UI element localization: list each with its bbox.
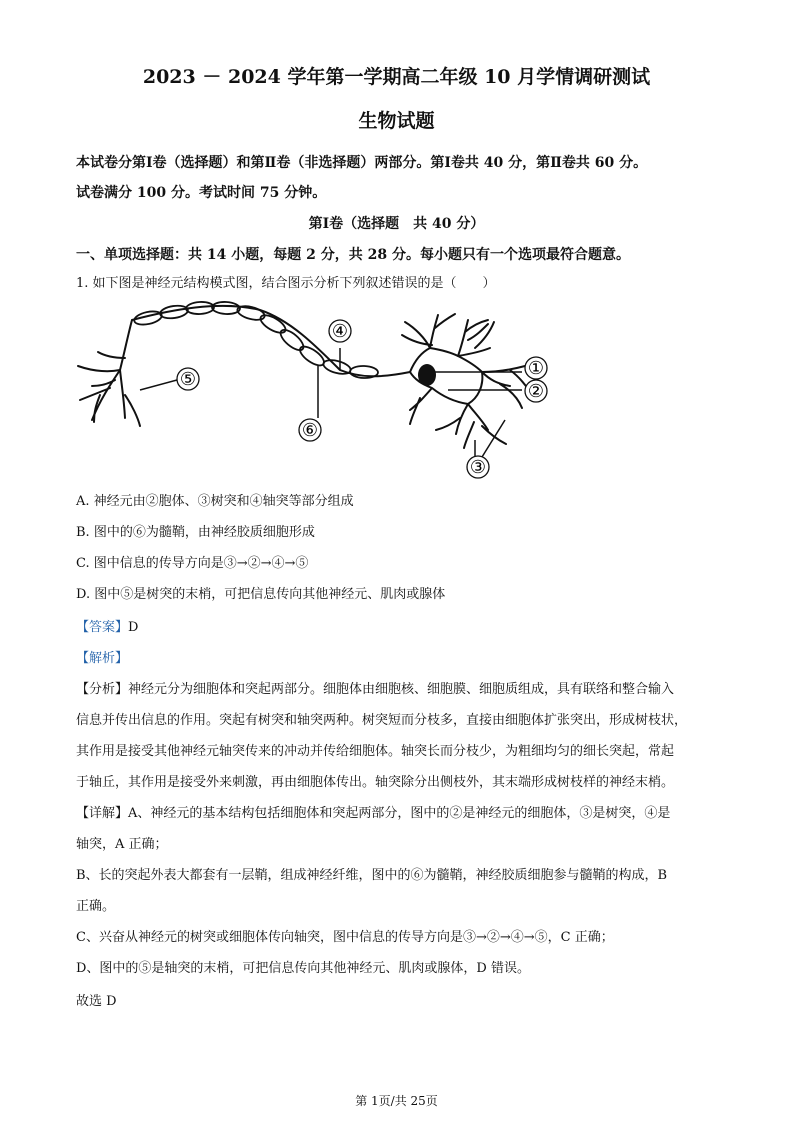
exam-title: 2023 － 2024 学年第一学期高二年级 10 月学情调研测试	[142, 66, 651, 88]
conclusion: 故选 D	[76, 994, 117, 1009]
dendrite-upper-left	[402, 314, 455, 372]
option-d: D. 图中⑤是树突的末梢，可把信息传向其他神经元、肌肉或腺体	[76, 587, 446, 602]
exam-subject: 生物试题	[358, 110, 435, 132]
detail-b-line-1: B、长的突起外表大都套有一层鞘，组成神经纤维，图中的⑥为髓鞘，神经胶质细胞参与髓鞘的构成，B	[76, 868, 668, 883]
analysis-line-2: 信息并传出信息的作用。突起有树突和轴突两种。树突短而分枝多，直接由细胞体扩张突出，形成树枝状，	[76, 713, 688, 728]
figure-label-5: ⑤	[179, 369, 197, 390]
section-title: 第Ⅰ卷（选择题 共 40 分）	[308, 216, 485, 232]
axon-terminal-branch	[120, 320, 132, 370]
dendrite-right	[458, 356, 530, 408]
intro-line-2: 试卷满分 100 分。考试时间 75 分钟。	[76, 185, 327, 201]
detail-a-line-2: 轴突，A 正确；	[76, 837, 168, 852]
option-a: A. 神经元由②胞体、③树突和④轴突等部分组成	[76, 494, 354, 509]
option-c: C. 图中信息的传导方向是③→②→④→⑤	[76, 556, 309, 571]
analysis-tag: 【解析】	[76, 651, 129, 666]
analysis-label: 【分析】	[76, 682, 129, 697]
detail-d: D、图中的⑤是轴突的末梢，可把信息传向其他神经元、肌肉或腺体，D 错误。	[76, 961, 530, 976]
detail-c: C、兴奋从神经元的树突或细胞体传向轴突，图中信息的传导方向是③→②→④→⑤，C 正确；	[76, 930, 614, 945]
question-stem: 1. 如下图是神经元结构模式图，结合图示分析下列叙述错误的是（ ）	[76, 276, 496, 291]
dendrite-lower-left	[410, 372, 468, 424]
nucleus	[418, 364, 436, 386]
detail-label: 【详解】	[76, 806, 129, 821]
answer-value: D	[128, 620, 139, 635]
figure-label-6: ⑥	[301, 420, 319, 441]
page-number: 第 1页/共 25页	[355, 1094, 438, 1108]
analysis-line-3: 其作用是接受其他神经元轴突传来的冲动并传给细胞体。轴突长而分枝少，为粗细均匀的细长突起，常起	[76, 744, 675, 759]
answer-line	[76, 620, 138, 636]
analysis-line-4: 于轴丘，其作用是接受外来刺激，再由细胞体传出。轴突除分出侧枝外，其末端形成树枝样的神经末梢。	[76, 775, 675, 790]
detail-a-line-1: 【详解】A、神经元的基本结构包括细胞体和突起两部分，图中的②是神经元的细胞体，③是树突，④是	[76, 806, 671, 821]
figure-labels	[177, 320, 547, 478]
part-heading: 一、单项选择题：共 14 小题，每题 2 分，共 28 分。每小题只有一个选项最符合题意。	[76, 247, 630, 263]
detail-b-line-2: 正确。	[76, 899, 116, 914]
figure-label-2: ②	[527, 381, 545, 402]
analysis-line-1: 【分析】神经元分为细胞体和突起两部分。细胞体由细胞核、细胞膜、细胞质组成，具有联络和整合输入	[76, 682, 675, 697]
option-b: B. 图中的⑥为髓鞘，由神经胶质细胞形成	[76, 525, 315, 540]
intro-line-1: 本试卷分第Ⅰ卷（选择题）和第Ⅱ卷（非选择题）两部分。第Ⅰ卷共 40 分，第Ⅱ卷共 60 分。	[76, 155, 648, 171]
figure-label-3: ③	[469, 457, 487, 478]
figure-label-4: ④	[331, 321, 349, 342]
answer-tag: 【答案】	[76, 620, 129, 635]
neuron-figure	[70, 300, 560, 485]
figure-label-1: ①	[527, 358, 545, 379]
